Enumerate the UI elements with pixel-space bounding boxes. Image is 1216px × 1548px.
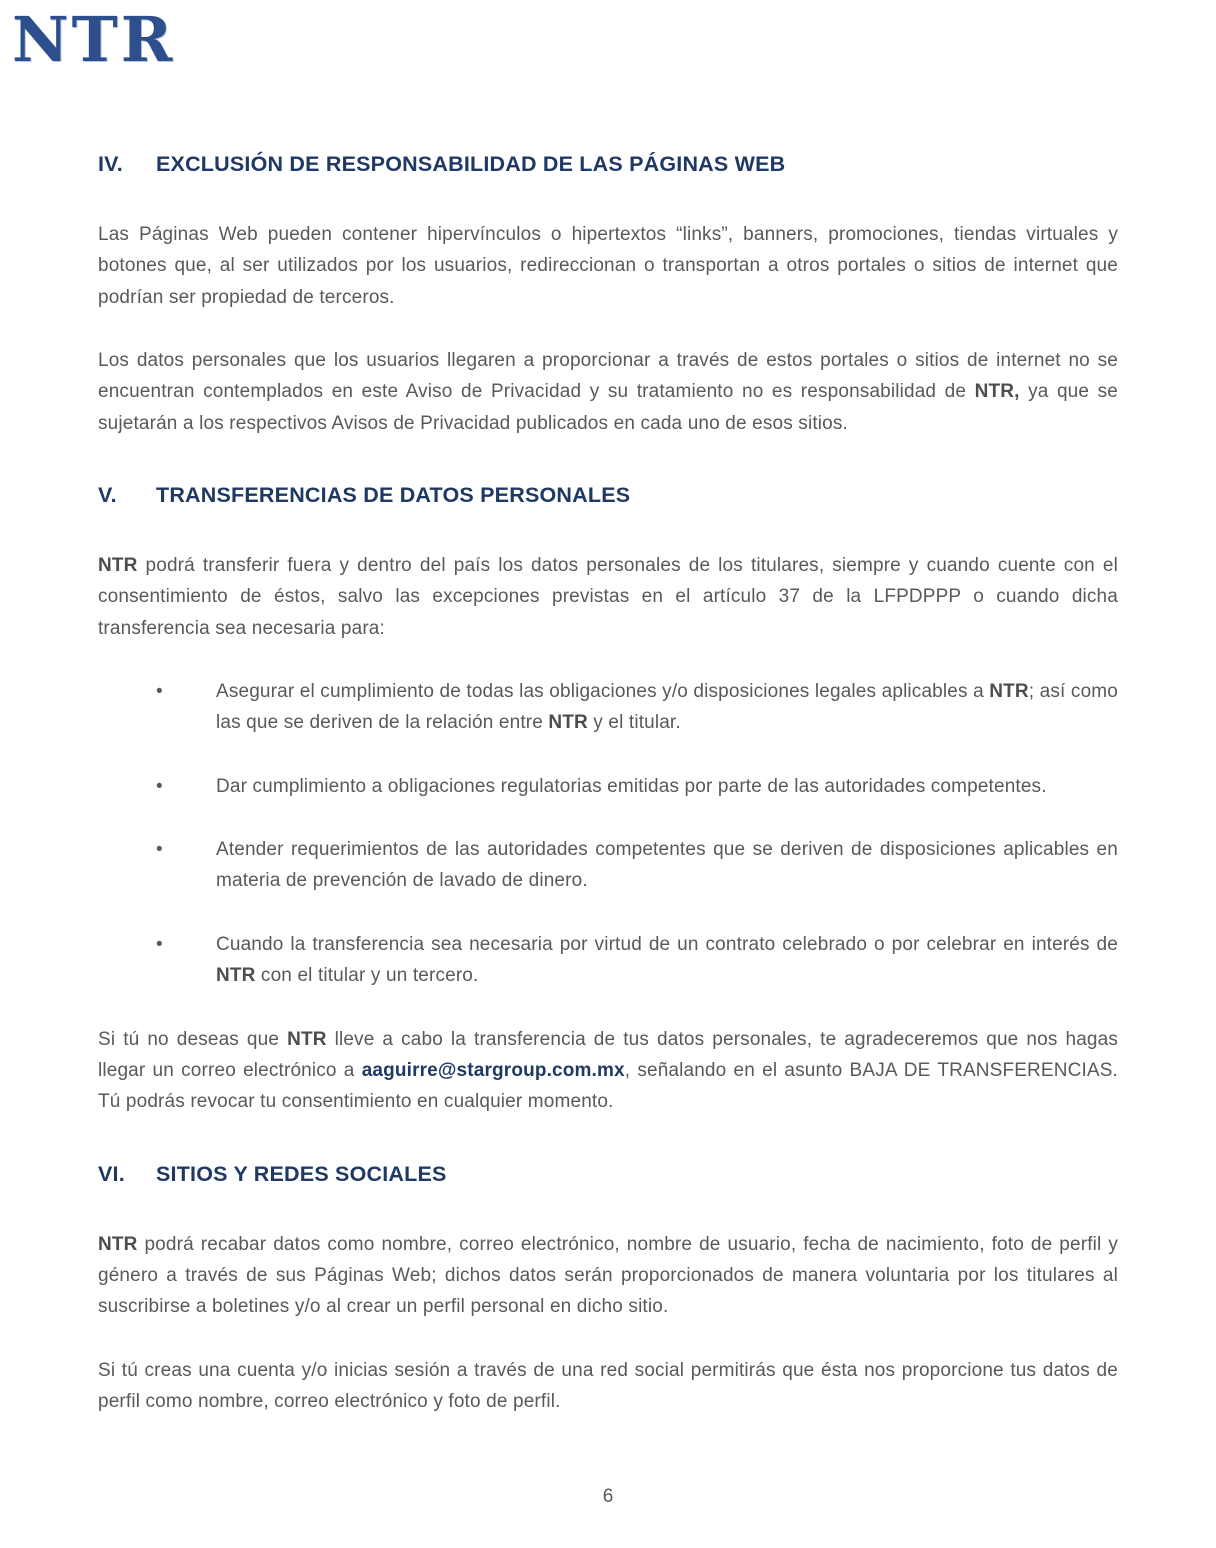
bullet-text: Cuando la transferencia sea necesaria por virtud de un contrato celebrado o por celebrar en interés de NTR con el titular y un tercero.: [216, 933, 1118, 987]
bullet-item: [98, 676, 1118, 739]
paragraph: Las Páginas Web pueden contener hipervínculos o hipertextos “links”, banners, promociones, tiendas virtuales y botones que, al ser utilizados por los usuarios, redireccionan o transportan a otros portales o sitios de internet que podrían ser propiedad de terceros.: [98, 224, 1118, 308]
bullet-icon: •: [156, 839, 163, 861]
section-title: TRANSFERENCIAS DE DATOS PERSONALES: [156, 483, 631, 508]
page-number: 6: [602, 1486, 614, 1507]
paragraph: Si tú no deseas que NTR lleve a cabo la transferencia de tus datos personales, te agradeceremos que nos hagas llegar un correo electrónico a aaguirre@stargroup.com.mx, señalando en el asunto BAJA DE TRANSFERENCIAS. Tú podrás revocar tu consentimiento en cualquier momento.: [98, 1028, 1118, 1113]
bullet-icon: •: [156, 933, 163, 955]
bullet-text: Dar cumplimiento a obligaciones regulatorias emitidas por parte de las autoridades competentes.: [216, 775, 1047, 797]
section-title: EXCLUSIÓN DE RESPONSABILIDAD DE LAS PÁGINAS WEB: [156, 152, 786, 176]
bullet-text: Asegurar el cumplimiento de todas las obligaciones y/o disposiciones legales aplicables a NTR; así como las que se deriven de la relación entre NTR y el titular.: [216, 681, 1118, 734]
email-link[interactable]: aaguirre@stargroup.com.mx: [361, 1059, 625, 1081]
section-heading-v: [98, 483, 1118, 508]
ntr-logo: NTR: [12, 3, 176, 76]
bullet-icon: •: [156, 775, 163, 797]
bullet-item: [98, 771, 1118, 802]
paragraph: Los datos personales que los usuarios llegaren a proporcionar a través de estos portales o sitios de internet no se encuentran contemplados en este Aviso de Privacidad y su tratamiento no es responsabilidad de NTR, ya que se sujetarán a los respectivos Avisos de Privacidad publicados en cada uno de esos sitios.: [98, 350, 1119, 434]
section-number: VI.: [98, 1161, 125, 1186]
section-number: V.: [98, 483, 117, 508]
bullet-item: [98, 929, 1118, 992]
bullet-icon: •: [156, 681, 163, 703]
bullet-text: Atender requerimientos de las autoridades competentes que se deriven de disposiciones aplicables en materia de prevención de lavado de dinero.: [216, 839, 1118, 892]
document-content: [98, 0, 1118, 1417]
paragraph: Si tú creas una cuenta y/o inicias sesión a través de una red social permitirás que ésta nos proporcione tus datos de perfil como nombre, correo electrónico y foto de perfil.: [98, 1359, 1118, 1412]
paragraph: NTR podrá transferir fuera y dentro del país los datos personales de los titulares, siempre y cuando cuente con el consentimiento de éstos, salvo las excepciones previstas en el artículo 37 de la LFPDPPP o cuando dicha transferencia sea necesaria para:: [98, 555, 1118, 639]
section-title: SITIOS Y REDES SOCIALES: [156, 1161, 447, 1186]
section-number: IV.: [98, 152, 123, 176]
paragraph: NTR podrá recabar datos como nombre, correo electrónico, nombre de usuario, fecha de nacimiento, foto de perfil y género a través de sus Páginas Web; dichos datos serán proporcionados de manera voluntaria por los titulares al suscribirse a boletines y/o al crear un perfil personal en dicho sitio.: [98, 1233, 1118, 1318]
section-heading-vi: [98, 1162, 1118, 1187]
bullet-item: [98, 834, 1118, 897]
section-heading-iv: [98, 152, 1118, 177]
